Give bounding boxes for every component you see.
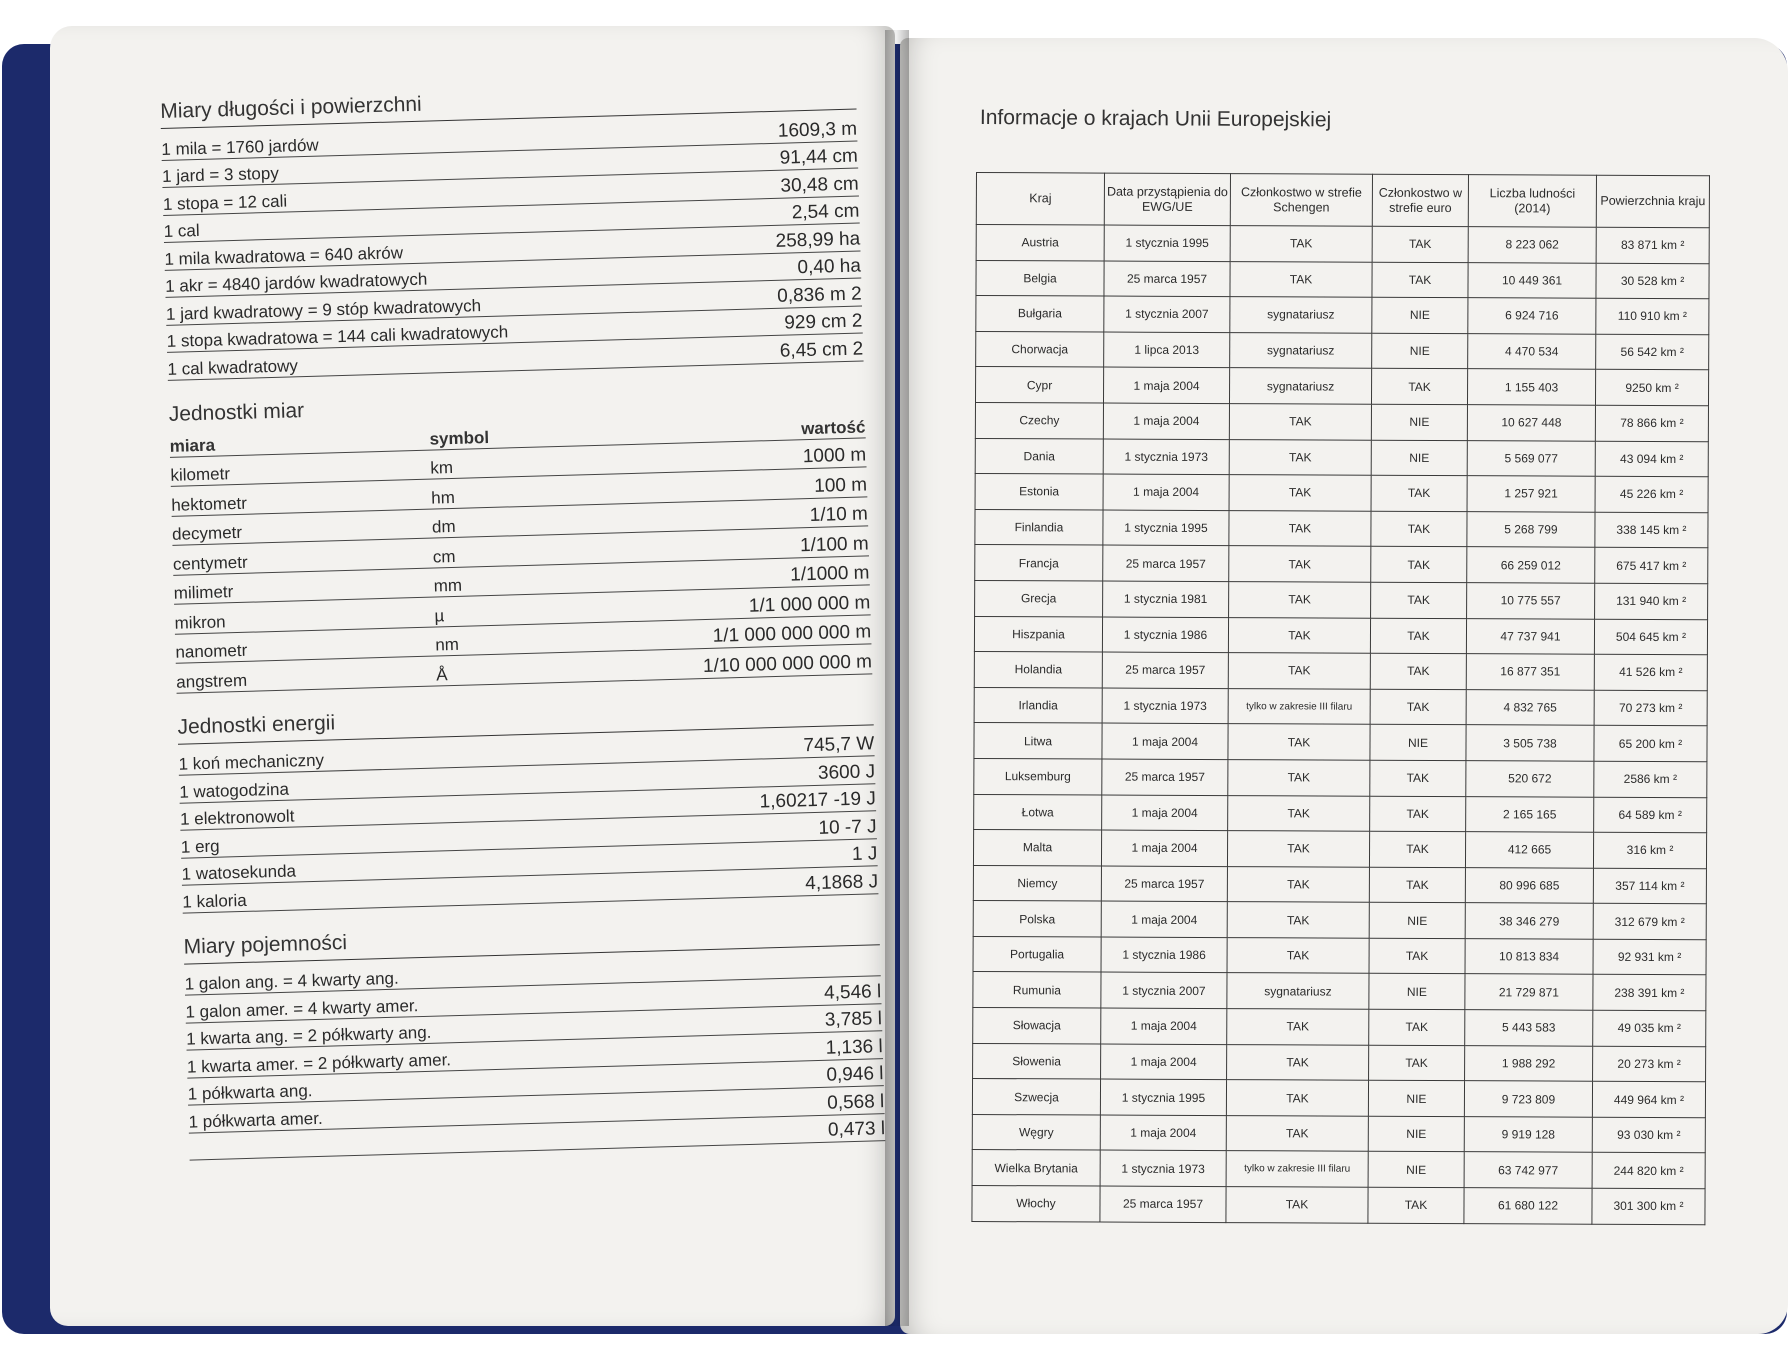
header-country: Kraj bbox=[976, 173, 1104, 226]
table-row bbox=[973, 1008, 1706, 1047]
cell-area: 449 964 km ² bbox=[1592, 1081, 1705, 1117]
unit-value: 100 m bbox=[813, 473, 868, 497]
unit-symbol: dm bbox=[431, 516, 456, 537]
unit-value: 1/100 m bbox=[799, 532, 869, 556]
table-row bbox=[973, 936, 1706, 975]
cell-area: 65 200 km ² bbox=[1594, 726, 1707, 762]
cell-schengen: sygnatariusz bbox=[1227, 973, 1369, 1009]
measure-value: 0,473 l bbox=[827, 1118, 886, 1141]
measure-label: 1 półkwarta ang. bbox=[187, 1081, 313, 1104]
cell-accession-date: 25 marca 1957 bbox=[1102, 759, 1228, 795]
table-row bbox=[974, 616, 1707, 655]
table-row bbox=[974, 652, 1707, 691]
cell-population: 9 723 809 bbox=[1464, 1081, 1592, 1117]
cell-accession-date: 1 maja 2004 bbox=[1103, 474, 1229, 510]
cell-area: 238 391 km ² bbox=[1593, 975, 1706, 1011]
measure-label: 1 galon amer. = 4 kwarty amer. bbox=[185, 995, 419, 1022]
cell-schengen: sygnatariusz bbox=[1230, 332, 1372, 368]
unit-name: angstrem bbox=[175, 670, 248, 692]
cell-area: 20 273 km ² bbox=[1593, 1046, 1706, 1082]
cell-euro: NIE bbox=[1368, 1152, 1464, 1188]
measure-label: 1 mila = 1760 jardów bbox=[161, 135, 319, 159]
cell-euro: TAK bbox=[1368, 1187, 1464, 1223]
cell-schengen: TAK bbox=[1229, 475, 1371, 511]
measure-value: 1 J bbox=[851, 843, 878, 865]
measure-label: 1 kwarta amer. = 2 półkwarty amer. bbox=[186, 1049, 452, 1077]
header-schengen: Członkostwo w strefie Schengen bbox=[1230, 174, 1372, 227]
unit-name: centymetr bbox=[172, 552, 248, 574]
table-row bbox=[975, 545, 1708, 584]
cell-accession-date: 1 stycznia 1973 bbox=[1100, 1150, 1226, 1186]
measure-label: 1 watogodzina bbox=[179, 779, 290, 802]
cell-country: Polska bbox=[973, 901, 1101, 937]
measure-value: 0,946 l bbox=[826, 1063, 884, 1086]
measure-label: 1 stopa kwadratowa = 144 cali kwadratowych bbox=[166, 322, 509, 351]
cell-country: Niemcy bbox=[973, 865, 1101, 901]
cell-schengen: TAK bbox=[1228, 724, 1370, 760]
cell-schengen: TAK bbox=[1226, 1080, 1368, 1116]
cell-euro: TAK bbox=[1369, 938, 1465, 974]
unit-value: 1000 m bbox=[802, 444, 867, 468]
table-header-row bbox=[976, 173, 1709, 228]
cell-euro: NIE bbox=[1371, 440, 1467, 476]
table-row bbox=[973, 865, 1706, 904]
cell-euro: TAK bbox=[1370, 618, 1466, 654]
cell-population: 10 627 448 bbox=[1467, 405, 1595, 441]
cell-country: Austria bbox=[976, 225, 1104, 261]
unit-value: 1/1 000 000 m bbox=[748, 591, 871, 617]
measure-label: 1 galon ang. = 4 kwarty ang. bbox=[184, 968, 399, 994]
book-gutter bbox=[885, 30, 909, 1326]
measure-label: 1 cal kwadratowy bbox=[167, 355, 299, 379]
cell-area: 675 417 km ² bbox=[1595, 548, 1708, 584]
measure-value: 1,136 l bbox=[825, 1035, 883, 1059]
cell-schengen: TAK bbox=[1228, 653, 1370, 689]
cell-schengen: TAK bbox=[1229, 404, 1371, 440]
unit-value: 1/10 000 000 000 m bbox=[702, 650, 873, 677]
measure-value: 1609,3 m bbox=[777, 118, 858, 142]
table-row bbox=[973, 830, 1706, 869]
cell-area: 2586 km ² bbox=[1594, 761, 1707, 797]
cell-population: 5 443 583 bbox=[1465, 1010, 1593, 1046]
cell-euro: NIE bbox=[1369, 974, 1465, 1010]
cell-area: 92 931 km ² bbox=[1593, 939, 1706, 975]
cell-euro: TAK bbox=[1369, 831, 1465, 867]
unit-symbol: cm bbox=[432, 546, 456, 567]
cell-population: 66 259 012 bbox=[1467, 547, 1595, 583]
cell-population: 2 165 165 bbox=[1466, 796, 1594, 832]
measure-label: 1 watosekunda bbox=[181, 861, 297, 884]
cell-accession-date: 1 maja 2004 bbox=[1101, 901, 1227, 937]
unit-name: mikron bbox=[174, 611, 226, 633]
measure-value: 3600 J bbox=[817, 760, 876, 784]
header-accession-date: Data przystąpienia do EWG/UE bbox=[1104, 173, 1230, 226]
cell-euro: TAK bbox=[1369, 1045, 1465, 1081]
measure-label: 1 półkwarta amer. bbox=[188, 1108, 323, 1132]
cell-accession-date: 25 marca 1957 bbox=[1104, 261, 1230, 297]
cell-country: Litwa bbox=[974, 723, 1102, 759]
cell-schengen: TAK bbox=[1227, 902, 1369, 938]
measure-value: 0,836 m 2 bbox=[776, 282, 862, 307]
cell-accession-date: 1 maja 2004 bbox=[1103, 367, 1229, 403]
measure-label: 1 jard = 3 stopy bbox=[161, 163, 280, 186]
cell-population: 16 877 351 bbox=[1466, 654, 1594, 690]
cell-euro: NIE bbox=[1371, 404, 1467, 440]
cell-country: Belgia bbox=[976, 260, 1104, 296]
cell-euro: TAK bbox=[1371, 582, 1467, 618]
unit-name: hektometr bbox=[171, 493, 248, 515]
cell-population: 21 729 871 bbox=[1465, 974, 1593, 1010]
cell-population: 63 742 977 bbox=[1464, 1152, 1592, 1188]
cell-country: Szwecja bbox=[972, 1079, 1100, 1115]
cell-population: 9 919 128 bbox=[1464, 1116, 1592, 1152]
measure-value: 91,44 cm bbox=[779, 145, 859, 169]
cell-population: 10 449 361 bbox=[1468, 262, 1596, 298]
cell-schengen: sygnatariusz bbox=[1229, 368, 1371, 404]
capacity-section bbox=[183, 916, 885, 1161]
cell-schengen: TAK bbox=[1227, 866, 1369, 902]
unit-name: milimetr bbox=[173, 582, 234, 603]
cell-euro: NIE bbox=[1370, 725, 1466, 761]
measure-label: 1 kwarta ang. = 2 półkwarty ang. bbox=[185, 1022, 432, 1049]
cell-area: 357 114 km ² bbox=[1593, 868, 1706, 904]
cell-population: 8 223 062 bbox=[1468, 227, 1596, 263]
section-title: Jednostki energii bbox=[177, 696, 874, 744]
measure-label: 1 elektronowolt bbox=[179, 806, 295, 829]
cell-euro: TAK bbox=[1370, 760, 1466, 796]
cell-area: 45 226 km ² bbox=[1595, 476, 1708, 512]
cell-country: Bułgaria bbox=[976, 296, 1104, 332]
cell-area: 83 871 km ² bbox=[1596, 227, 1709, 263]
cell-accession-date: 1 maja 2004 bbox=[1101, 1008, 1227, 1044]
cell-schengen: TAK bbox=[1228, 617, 1370, 653]
left-page-content bbox=[160, 81, 888, 1260]
section-title: Miary długości i powierzchni bbox=[160, 81, 857, 129]
cell-country: Hiszpania bbox=[974, 616, 1102, 652]
measure-label: 1 akr = 4840 jardów kwadratowych bbox=[164, 269, 428, 296]
units-list bbox=[170, 438, 872, 693]
cell-euro: NIE bbox=[1372, 297, 1468, 333]
cell-population: 412 665 bbox=[1465, 832, 1593, 868]
header-area: Powierzchnia kraju bbox=[1596, 175, 1709, 227]
cell-schengen: TAK bbox=[1227, 1044, 1369, 1080]
units-header-name: miara bbox=[169, 435, 216, 456]
table-row bbox=[974, 794, 1707, 833]
cell-schengen: TAK bbox=[1230, 226, 1372, 262]
cell-area: 9250 km ² bbox=[1595, 370, 1708, 406]
cell-area: 244 820 km ² bbox=[1592, 1153, 1705, 1189]
cell-country: Czechy bbox=[975, 402, 1103, 438]
cell-area: 110 910 km ² bbox=[1596, 298, 1709, 334]
cell-area: 49 035 km ² bbox=[1593, 1010, 1706, 1046]
measure-value: 0,568 l bbox=[826, 1090, 885, 1114]
cell-area: 93 030 km ² bbox=[1592, 1117, 1705, 1153]
cell-population: 3 505 738 bbox=[1466, 725, 1594, 761]
unit-value: 1/10 m bbox=[809, 503, 869, 527]
measure-label: 1 kaloria bbox=[182, 890, 247, 912]
cell-country: Estonia bbox=[975, 474, 1103, 510]
cell-schengen: TAK bbox=[1229, 546, 1371, 582]
cell-accession-date: 1 maja 2004 bbox=[1102, 723, 1228, 759]
cell-accession-date: 1 maja 2004 bbox=[1102, 795, 1228, 831]
cell-schengen: TAK bbox=[1229, 510, 1371, 546]
table-row bbox=[973, 972, 1706, 1011]
cell-euro: TAK bbox=[1372, 262, 1468, 298]
section-title: Miary pojemności bbox=[183, 916, 880, 964]
unit-symbol: µ bbox=[434, 605, 445, 626]
measure-label: 1 jard kwadratowy = 9 stóp kwadratowych bbox=[165, 295, 482, 324]
cell-euro: NIE bbox=[1368, 1080, 1464, 1116]
cell-euro: TAK bbox=[1369, 867, 1465, 903]
cell-area: 301 300 km ² bbox=[1592, 1188, 1705, 1224]
cell-euro: TAK bbox=[1371, 475, 1467, 511]
cell-population: 61 680 122 bbox=[1464, 1188, 1592, 1224]
table-row bbox=[976, 225, 1709, 264]
table-row bbox=[975, 509, 1708, 548]
cell-euro: TAK bbox=[1370, 653, 1466, 689]
measure-value: 30,48 cm bbox=[780, 173, 859, 197]
table-row bbox=[974, 758, 1707, 797]
energy-list bbox=[178, 729, 878, 913]
table-row bbox=[973, 1043, 1706, 1082]
cell-country: Irlandia bbox=[974, 687, 1102, 723]
cell-euro: TAK bbox=[1370, 689, 1466, 725]
cell-accession-date: 1 maja 2004 bbox=[1103, 403, 1229, 439]
measure-value: 1,60217 -19 J bbox=[759, 788, 877, 813]
cell-accession-date: 1 stycznia 2007 bbox=[1101, 973, 1227, 1009]
cell-accession-date: 1 stycznia 1973 bbox=[1103, 439, 1229, 475]
cell-area: 131 940 km ² bbox=[1595, 583, 1708, 619]
cell-population: 38 346 279 bbox=[1465, 903, 1593, 939]
table-row bbox=[972, 1150, 1705, 1189]
table-row bbox=[975, 438, 1708, 477]
cell-accession-date: 1 maja 2004 bbox=[1101, 1044, 1227, 1080]
cell-schengen: TAK bbox=[1230, 261, 1372, 297]
measure-value: 0,40 ha bbox=[797, 255, 862, 279]
table-row bbox=[972, 1079, 1705, 1118]
measure-value: 4,1868 J bbox=[804, 870, 879, 894]
measure-value: 3,785 l bbox=[824, 1008, 883, 1031]
cell-schengen: TAK bbox=[1228, 795, 1370, 831]
unit-symbol: nm bbox=[435, 634, 460, 655]
table-row bbox=[974, 723, 1707, 762]
cell-accession-date: 1 stycznia 1986 bbox=[1101, 937, 1227, 973]
cell-schengen: sygnatariusz bbox=[1230, 297, 1372, 333]
cell-schengen: TAK bbox=[1227, 831, 1369, 867]
table-row bbox=[972, 1114, 1705, 1153]
cell-population: 4 832 765 bbox=[1466, 689, 1594, 725]
table-row bbox=[976, 331, 1709, 370]
cell-schengen: TAK bbox=[1226, 1115, 1368, 1151]
cell-area: 41 526 km ² bbox=[1594, 654, 1707, 690]
cell-population: 1 988 292 bbox=[1465, 1045, 1593, 1081]
cell-accession-date: 1 stycznia 1981 bbox=[1103, 581, 1229, 617]
cell-euro: NIE bbox=[1369, 903, 1465, 939]
cell-country: Dania bbox=[975, 438, 1103, 474]
units-header-value: wartość bbox=[800, 416, 866, 438]
cell-euro: TAK bbox=[1370, 796, 1466, 832]
header-euro: Członkostwo w strefie euro bbox=[1372, 174, 1468, 226]
measure-value: 929 cm 2 bbox=[784, 310, 863, 334]
table-row bbox=[976, 260, 1709, 299]
cell-area: 504 645 km ² bbox=[1594, 619, 1707, 655]
measure-label: 1 stopa = 12 cali bbox=[162, 190, 288, 214]
table-row bbox=[975, 580, 1708, 619]
section-title: Jednostki miar bbox=[168, 398, 305, 426]
cell-schengen: TAK bbox=[1227, 937, 1369, 973]
cell-country: Portugalia bbox=[973, 936, 1101, 972]
cell-accession-date: 1 maja 2004 bbox=[1101, 830, 1227, 866]
cell-schengen: tylko w zakresie III filaru bbox=[1228, 688, 1370, 724]
cell-population: 80 996 685 bbox=[1465, 867, 1593, 903]
cell-country: Słowacja bbox=[973, 1008, 1101, 1044]
table-row bbox=[975, 367, 1708, 406]
energy-section bbox=[177, 696, 878, 913]
unit-name: nanometr bbox=[175, 640, 248, 662]
cell-accession-date: 25 marca 1957 bbox=[1100, 1186, 1226, 1222]
cell-euro: TAK bbox=[1371, 369, 1467, 405]
table-row bbox=[975, 402, 1708, 441]
cell-euro: TAK bbox=[1371, 547, 1467, 583]
cell-euro: TAK bbox=[1372, 226, 1468, 262]
cell-area: 316 km ² bbox=[1593, 832, 1706, 868]
cell-area: 78 866 km ² bbox=[1595, 405, 1708, 441]
cell-country: Malta bbox=[973, 830, 1101, 866]
cell-country: Holandia bbox=[974, 652, 1102, 688]
measure-value: 258,99 ha bbox=[775, 228, 861, 252]
cell-population: 4 470 534 bbox=[1468, 333, 1596, 369]
measure-label: 1 cal bbox=[163, 220, 200, 241]
cell-country: Cypr bbox=[975, 367, 1103, 403]
cell-country: Luksemburg bbox=[974, 758, 1102, 794]
cell-accession-date: 25 marca 1957 bbox=[1101, 866, 1227, 902]
unit-name: kilometr bbox=[170, 464, 231, 485]
cell-accession-date: 25 marca 1957 bbox=[1102, 652, 1228, 688]
cell-accession-date: 1 stycznia 2007 bbox=[1104, 296, 1230, 332]
measure-value: 4,546 l bbox=[823, 980, 882, 1004]
cell-area: 338 145 km ² bbox=[1595, 512, 1708, 548]
unit-symbol: mm bbox=[433, 575, 463, 596]
measure-value: 2,54 cm bbox=[791, 200, 860, 224]
cell-euro: TAK bbox=[1369, 1009, 1465, 1045]
cell-accession-date: 1 maja 2004 bbox=[1100, 1115, 1226, 1151]
cell-population: 5 268 799 bbox=[1467, 511, 1595, 547]
table-row bbox=[975, 474, 1708, 513]
cell-euro: NIE bbox=[1368, 1116, 1464, 1152]
cell-area: 64 589 km ² bbox=[1594, 797, 1707, 833]
unit-value: 1/1 000 000 000 m bbox=[712, 621, 872, 647]
cell-accession-date: 1 stycznia 1995 bbox=[1104, 225, 1230, 261]
cell-area: 30 528 km ² bbox=[1596, 263, 1709, 299]
cell-country: Francja bbox=[975, 545, 1103, 581]
cell-euro: NIE bbox=[1372, 333, 1468, 369]
cell-country: Łotwa bbox=[974, 794, 1102, 830]
cell-schengen: tylko w zakresie III filaru bbox=[1226, 1151, 1368, 1187]
cell-accession-date: 1 stycznia 1986 bbox=[1102, 617, 1228, 653]
cell-country: Finlandia bbox=[975, 509, 1103, 545]
cell-population: 10 775 557 bbox=[1467, 583, 1595, 619]
unit-name: decymetr bbox=[171, 522, 243, 544]
eu-countries-table bbox=[971, 172, 1710, 1225]
cell-country: Włochy bbox=[972, 1186, 1100, 1222]
table-row bbox=[972, 1186, 1705, 1225]
eu-info-title: Informacje o krajach Unii Europejskiej bbox=[979, 106, 1332, 132]
unit-symbol: hm bbox=[430, 487, 456, 508]
table-row bbox=[976, 296, 1709, 335]
cell-country: Chorwacja bbox=[976, 331, 1104, 367]
cell-area: 43 094 km ² bbox=[1595, 441, 1708, 477]
cell-population: 1 257 921 bbox=[1467, 476, 1595, 512]
cell-accession-date: 1 stycznia 1995 bbox=[1103, 510, 1229, 546]
cell-population: 6 924 716 bbox=[1468, 298, 1596, 334]
cell-schengen: TAK bbox=[1229, 439, 1371, 475]
header-population: Liczba ludności (2014) bbox=[1468, 175, 1596, 228]
cell-area: 56 542 km ² bbox=[1596, 334, 1709, 370]
cell-euro: TAK bbox=[1371, 511, 1467, 547]
cell-accession-date: 25 marca 1957 bbox=[1103, 545, 1229, 581]
table-row bbox=[974, 687, 1707, 726]
length-area-section bbox=[160, 81, 864, 381]
cell-population: 5 569 077 bbox=[1467, 440, 1595, 476]
cell-accession-date: 1 stycznia 1995 bbox=[1100, 1079, 1226, 1115]
cell-population: 520 672 bbox=[1466, 761, 1594, 797]
cell-population: 1 155 403 bbox=[1467, 369, 1595, 405]
cell-country: Słowenia bbox=[973, 1043, 1101, 1079]
capacity-list bbox=[184, 949, 885, 1161]
cell-area: 312 679 km ² bbox=[1593, 903, 1706, 939]
units-section bbox=[168, 383, 872, 693]
measure-value: 10 -7 J bbox=[818, 815, 877, 839]
unit-value: 1/1000 m bbox=[789, 562, 870, 586]
cell-population: 47 737 941 bbox=[1466, 618, 1594, 654]
measure-label: 1 koń mechaniczny bbox=[178, 750, 325, 774]
cell-population: 10 813 834 bbox=[1465, 939, 1593, 975]
cell-area: 70 273 km ² bbox=[1594, 690, 1707, 726]
units-header-symbol: symbol bbox=[429, 427, 490, 449]
unit-symbol: Å bbox=[435, 664, 448, 685]
cell-country: Grecja bbox=[975, 580, 1103, 616]
measure-label: 1 mila kwadratowa = 640 akrów bbox=[164, 242, 404, 269]
measure-value: 6,45 cm 2 bbox=[779, 337, 864, 362]
cell-accession-date: 1 stycznia 1973 bbox=[1102, 688, 1228, 724]
cell-country: Rumunia bbox=[973, 972, 1101, 1008]
measure-value: 745,7 W bbox=[803, 733, 875, 757]
cell-country: Wielka Brytania bbox=[972, 1150, 1100, 1186]
length-area-list bbox=[161, 114, 864, 381]
measure-label: 1 erg bbox=[180, 836, 220, 857]
cell-accession-date: 1 lipca 2013 bbox=[1104, 332, 1230, 368]
cell-country: Węgry bbox=[972, 1114, 1100, 1150]
table-row bbox=[973, 901, 1706, 940]
unit-symbol: km bbox=[430, 457, 454, 478]
cell-schengen: TAK bbox=[1229, 582, 1371, 618]
cell-schengen: TAK bbox=[1228, 760, 1370, 796]
cell-schengen: TAK bbox=[1226, 1187, 1368, 1223]
cell-schengen: TAK bbox=[1227, 1009, 1369, 1045]
